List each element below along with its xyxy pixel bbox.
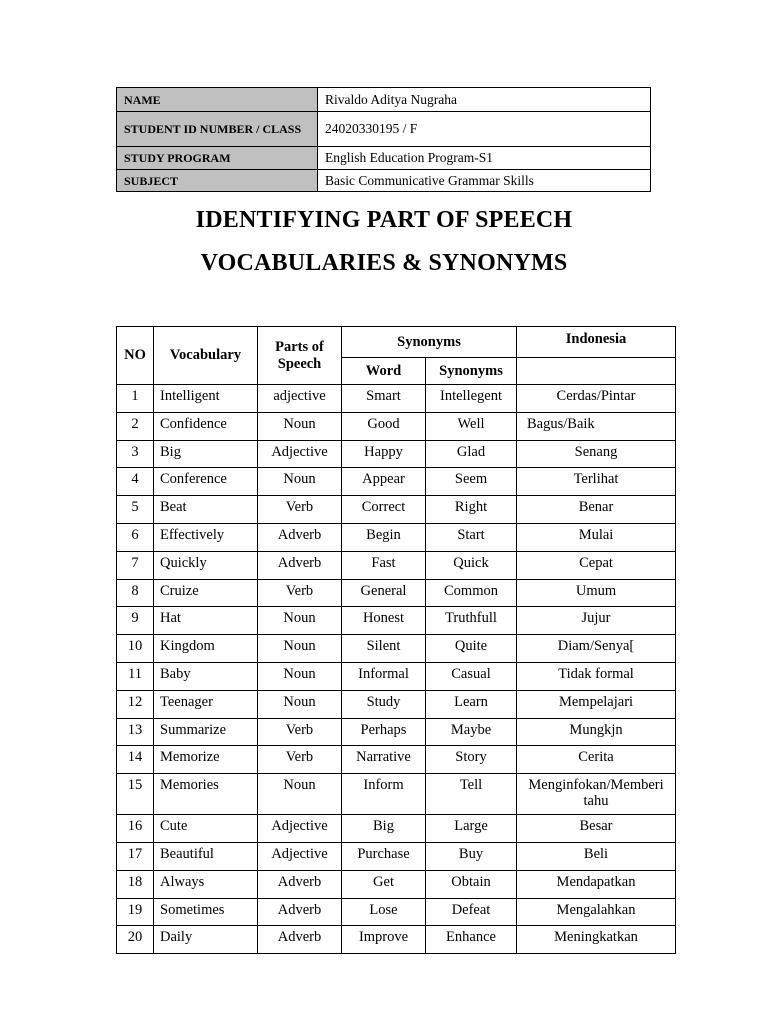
row-number: 10: [117, 635, 154, 663]
indonesia-cell: Beli: [517, 842, 676, 870]
part-of-speech-cell: adjective: [258, 385, 342, 413]
word-cell: General: [342, 579, 426, 607]
indonesia-cell: Menginfokan/Memberi tahu: [517, 774, 676, 815]
word-cell: Lose: [342, 898, 426, 926]
row-number: 20: [117, 926, 154, 954]
header-synonyms: Synonyms: [426, 358, 517, 385]
synonym-cell: Quite: [426, 635, 517, 663]
synonym-cell: Large: [426, 815, 517, 843]
table-row: [117, 718, 676, 746]
part-of-speech-cell: Verb: [258, 746, 342, 774]
row-number: 17: [117, 842, 154, 870]
word-cell: Good: [342, 412, 426, 440]
info-row-subject: [117, 170, 651, 192]
indonesia-cell: Tidak formal: [517, 662, 676, 690]
word-cell: Happy: [342, 440, 426, 468]
part-of-speech-cell: Noun: [258, 607, 342, 635]
table-row: [117, 746, 676, 774]
indonesia-cell: Cepat: [517, 551, 676, 579]
vocabulary-cell: Sometimes: [154, 898, 258, 926]
synonym-cell: Intellegent: [426, 385, 517, 413]
part-of-speech-cell: Verb: [258, 579, 342, 607]
word-cell: Smart: [342, 385, 426, 413]
row-number: 15: [117, 774, 154, 815]
word-cell: Perhaps: [342, 718, 426, 746]
row-number: 12: [117, 690, 154, 718]
vocabulary-cell: Memorize: [154, 746, 258, 774]
synonym-cell: Maybe: [426, 718, 517, 746]
row-number: 1: [117, 385, 154, 413]
word-cell: Improve: [342, 926, 426, 954]
vocabulary-cell: Beat: [154, 496, 258, 524]
vocabulary-cell: Intelligent: [154, 385, 258, 413]
info-label: STUDENT ID NUMBER / CLASS: [117, 112, 318, 147]
indonesia-cell: Mempelajari: [517, 690, 676, 718]
info-value: English Education Program-S1: [318, 147, 651, 170]
info-label: STUDY PROGRAM: [117, 147, 318, 170]
part-of-speech-cell: Adverb: [258, 898, 342, 926]
synonym-cell: Casual: [426, 662, 517, 690]
table-row: [117, 842, 676, 870]
word-cell: Correct: [342, 496, 426, 524]
header-parts-of-speech: Parts of Speech: [258, 327, 342, 385]
part-of-speech-cell: Noun: [258, 412, 342, 440]
synonym-cell: Tell: [426, 774, 517, 815]
row-number: 4: [117, 468, 154, 496]
row-number: 16: [117, 815, 154, 843]
row-number: 19: [117, 898, 154, 926]
vocabulary-cell: Always: [154, 870, 258, 898]
table-row: [117, 579, 676, 607]
vocabulary-cell: Confidence: [154, 412, 258, 440]
table-row: [117, 440, 676, 468]
vocabulary-cell: Big: [154, 440, 258, 468]
indonesia-cell: Mengalahkan: [517, 898, 676, 926]
part-of-speech-cell: Noun: [258, 662, 342, 690]
synonym-cell: Story: [426, 746, 517, 774]
info-value: Basic Communicative Grammar Skills: [318, 170, 651, 192]
info-label: NAME: [117, 88, 318, 112]
indonesia-cell: Besar: [517, 815, 676, 843]
table-row: [117, 385, 676, 413]
row-number: 3: [117, 440, 154, 468]
table-row: [117, 523, 676, 551]
table-row: [117, 551, 676, 579]
vocabulary-cell: Quickly: [154, 551, 258, 579]
part-of-speech-cell: Noun: [258, 690, 342, 718]
vocabulary-cell: Teenager: [154, 690, 258, 718]
indonesia-cell: Mendapatkan: [517, 870, 676, 898]
table-row: [117, 662, 676, 690]
word-cell: Appear: [342, 468, 426, 496]
vocabulary-cell: Baby: [154, 662, 258, 690]
synonym-cell: Glad: [426, 440, 517, 468]
info-value: 24020330195 / F: [318, 112, 651, 147]
indonesia-cell: Cerdas/Pintar: [517, 385, 676, 413]
info-row-name: [117, 88, 651, 112]
indonesia-cell: Mulai: [517, 523, 676, 551]
row-number: 6: [117, 523, 154, 551]
synonym-cell: Truthfull: [426, 607, 517, 635]
vocabulary-cell: Hat: [154, 607, 258, 635]
synonym-cell: Buy: [426, 842, 517, 870]
indonesia-cell: Jujur: [517, 607, 676, 635]
indonesia-cell: Terlihat: [517, 468, 676, 496]
part-of-speech-cell: Adverb: [258, 551, 342, 579]
vocabulary-cell: Kingdom: [154, 635, 258, 663]
row-number: 13: [117, 718, 154, 746]
vocabulary-table: [116, 326, 676, 954]
synonym-cell: Common: [426, 579, 517, 607]
row-number: 18: [117, 870, 154, 898]
header-synonyms-group: Synonyms: [342, 327, 517, 358]
indonesia-cell: Senang: [517, 440, 676, 468]
student-info-table: [116, 87, 651, 192]
table-row: [117, 412, 676, 440]
word-cell: Fast: [342, 551, 426, 579]
indonesia-cell: Mungkjn: [517, 718, 676, 746]
row-number: 9: [117, 607, 154, 635]
header-word: Word: [342, 358, 426, 385]
info-row-student-id: [117, 112, 651, 147]
vocabulary-cell: Memories: [154, 774, 258, 815]
vocabulary-cell: Beautiful: [154, 842, 258, 870]
table-row: [117, 898, 676, 926]
word-cell: Purchase: [342, 842, 426, 870]
row-number: 5: [117, 496, 154, 524]
info-label: SUBJECT: [117, 170, 318, 192]
table-row: [117, 870, 676, 898]
word-cell: Big: [342, 815, 426, 843]
part-of-speech-cell: Verb: [258, 496, 342, 524]
synonym-cell: Obtain: [426, 870, 517, 898]
part-of-speech-cell: Adjective: [258, 440, 342, 468]
header-vocabulary: Vocabulary: [154, 327, 258, 385]
info-row-study-program: [117, 147, 651, 170]
row-number: 8: [117, 579, 154, 607]
part-of-speech-cell: Adjective: [258, 842, 342, 870]
indonesia-cell: Umum: [517, 579, 676, 607]
part-of-speech-cell: Verb: [258, 718, 342, 746]
row-number: 11: [117, 662, 154, 690]
synonym-cell: Well: [426, 412, 517, 440]
table-row: [117, 774, 676, 815]
indonesia-cell: Diam/Senya[: [517, 635, 676, 663]
word-cell: Informal: [342, 662, 426, 690]
part-of-speech-cell: Noun: [258, 468, 342, 496]
document-subtitle: VOCABULARIES & SYNONYMS: [200, 250, 568, 276]
word-cell: Inform: [342, 774, 426, 815]
row-number: 7: [117, 551, 154, 579]
vocabulary-cell: Cute: [154, 815, 258, 843]
word-cell: Honest: [342, 607, 426, 635]
table-row: [117, 607, 676, 635]
vocabulary-cell: Effectively: [154, 523, 258, 551]
word-cell: Begin: [342, 523, 426, 551]
row-number: 2: [117, 412, 154, 440]
table-row: [117, 496, 676, 524]
header-indonesia-blank: [517, 358, 676, 385]
vocabulary-cell: Conference: [154, 468, 258, 496]
synonym-cell: Seem: [426, 468, 517, 496]
word-cell: Get: [342, 870, 426, 898]
table-row: [117, 690, 676, 718]
vocabulary-cell: Summarize: [154, 718, 258, 746]
part-of-speech-cell: Adverb: [258, 870, 342, 898]
vocabulary-cell: Cruize: [154, 579, 258, 607]
document-title: IDENTIFYING PART OF SPEECH: [195, 207, 573, 233]
word-cell: Silent: [342, 635, 426, 663]
synonym-cell: Learn: [426, 690, 517, 718]
part-of-speech-cell: Adverb: [258, 523, 342, 551]
synonym-cell: Start: [426, 523, 517, 551]
synonym-cell: Right: [426, 496, 517, 524]
part-of-speech-cell: Adjective: [258, 815, 342, 843]
synonym-cell: Quick: [426, 551, 517, 579]
vocabulary-table-header: [117, 327, 676, 385]
part-of-speech-cell: Adverb: [258, 926, 342, 954]
header-no: NO: [117, 327, 154, 385]
vocabulary-table-body: [117, 385, 676, 954]
indonesia-cell: Meningkatkan: [517, 926, 676, 954]
table-row: [117, 468, 676, 496]
header-indonesia: Indonesia: [517, 327, 676, 358]
vocabulary-cell: Daily: [154, 926, 258, 954]
part-of-speech-cell: Noun: [258, 774, 342, 815]
synonym-cell: Enhance: [426, 926, 517, 954]
indonesia-cell: Benar: [517, 496, 676, 524]
word-cell: Narrative: [342, 746, 426, 774]
info-value: Rivaldo Aditya Nugraha: [318, 88, 651, 112]
part-of-speech-cell: Noun: [258, 635, 342, 663]
indonesia-cell: Cerita: [517, 746, 676, 774]
table-row: [117, 926, 676, 954]
table-row: [117, 815, 676, 843]
word-cell: Study: [342, 690, 426, 718]
synonym-cell: Defeat: [426, 898, 517, 926]
indonesia-cell: Bagus/Baik: [517, 412, 676, 440]
row-number: 14: [117, 746, 154, 774]
table-row: [117, 635, 676, 663]
